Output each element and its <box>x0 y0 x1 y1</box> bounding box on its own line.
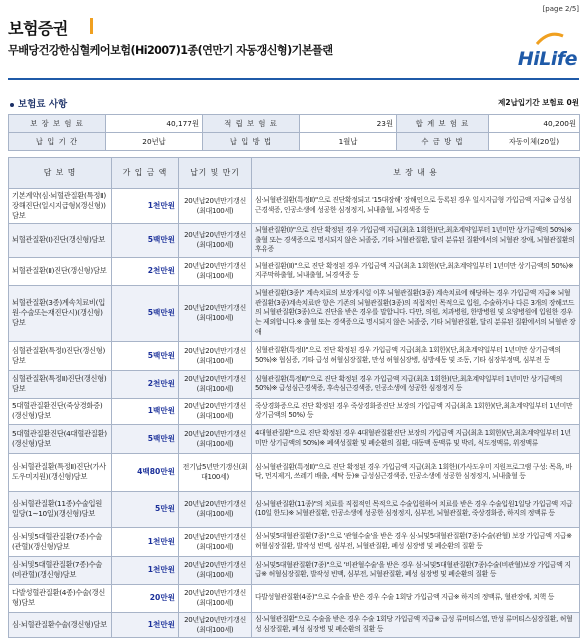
coverage-row <box>9 556 580 584</box>
coverage-description: 뇌혈관질환(3종)" 계속치료의 보장개시일 이후 뇌혈관질환(3종) 계속치료에 해당하는 경우 가입금액 지급※ 뇌혈관질환(3종)계속치료란 항은 기존의 뇌혈관질환(3종)의 직접적인 목적으로 입원, 수술하거나 다른 3개의 장해코드의 뇌혈관질환(3종)으로 진단을 받은 경우를 말합니다. 다만, 의원, 치과병원, 한방병원 및 요양병원에 입원한 경우는 제외합니다.※ 출혈 또는 경색증으로 명시되지 않은 뇌졸중, 기타 뇌혈관질환, 달리 분류된 질환에서의 뇌혈관 장애 <box>252 285 580 341</box>
coverage-row <box>9 257 580 285</box>
coverage-name: 뇌혈관질환(Ⅱ)진단(갱신형)담보 <box>9 257 112 285</box>
coverage-amount: 5만원 <box>112 491 179 527</box>
logo-text: HiLife <box>517 48 577 70</box>
coverage-header-row <box>9 158 580 189</box>
summary-row <box>9 133 580 151</box>
coverage-row <box>9 584 580 612</box>
coverage-name: 기본계약(심·뇌혈관질환(특정Ⅱ)장해진단(일시지급형)(갱신형))담보 <box>9 189 112 224</box>
coverage-row <box>9 527 580 556</box>
summary-value: 40,177원 <box>106 115 203 133</box>
summary-value: 20년납 <box>106 133 203 151</box>
column-header-period: 납기 및 만기 <box>179 158 252 189</box>
coverage-description: 심혈관질환(특정Ⅱ)"으로 진단 확정된 경우 가입금액 지급(최초 1회한)(단,최초계약일부터 1년미만 상기금액의 50%)※ 급성심근경색증, 후속심근경색증, 인공소생에 성공한 심정정지 등 <box>252 370 580 398</box>
page-number: [page 2/5] <box>542 5 579 13</box>
summary-label: 납 입 기 간 <box>9 133 106 151</box>
coverage-amount: 1백만원 <box>112 398 179 424</box>
hilife-logo <box>501 32 577 72</box>
coverage-amount: 5백만원 <box>112 424 179 453</box>
coverage-description: 심·뇌혈관질환(특정Ⅱ)"으로 진단확정되고 '15대장해' 장해인으로 등록된 경우 일시지급형 가입금액 지급※ 급성심근경색증, 인공소생에 성공한 심정정지, 뇌내출혈, 뇌경색증 등 <box>252 189 580 224</box>
logo-swoosh-icon <box>535 32 565 46</box>
coverage-amount: 1천만원 <box>112 612 179 637</box>
product-name: 무배당건강한심혈케어보험(Hi2007)1종(연만기 자동갱신형)기본플랜 <box>8 44 333 57</box>
coverage-row <box>9 424 580 453</box>
coverage-period: 20년납20년만기갱신(최대100세) <box>179 341 252 370</box>
column-header-description: 보 장 내 용 <box>252 158 580 189</box>
coverage-amount: 20만원 <box>112 584 179 612</box>
coverage-amount: 1천만원 <box>112 189 179 224</box>
coverage-amount: 2천만원 <box>112 257 179 285</box>
coverage-name: 뇌혈관질환(Ⅰ)진단(갱신형)담보 <box>9 224 112 258</box>
coverage-name: 심·뇌혈관질환수술(갱신형)담보 <box>9 612 112 637</box>
coverage-period: 20년납20년만기갱신(최대100세) <box>179 527 252 556</box>
coverage-row <box>9 370 580 398</box>
coverage-name: 심혈관질환(특정Ⅱ)진단(갱신형)담보 <box>9 370 112 398</box>
summary-value: 23원 <box>300 115 397 133</box>
coverage-period: 20년납20년만기갱신(최대100세) <box>179 257 252 285</box>
coverage-description: 4대혈관질환"으로 진단 확정된 경우 4대혈관질환진단 보장의 가입금액 지급(최초 1회한)(단,최초계약일부터 1년미만 상기금액의 50%)※ 폐색성질환 및 폐순환의 질환, 대동맥 동맥류 및 박리, 식도정맥류, 위정맥류 <box>252 424 580 453</box>
summary-value: 자동이체(20일) <box>489 133 580 151</box>
column-header-amount: 가 입 금 액 <box>112 158 179 189</box>
coverage-row <box>9 189 580 224</box>
coverage-row <box>9 612 580 637</box>
coverage-period: 20년납20년만기갱신(최대100세) <box>179 556 252 584</box>
coverage-row <box>9 224 580 258</box>
summary-row <box>9 115 580 133</box>
summary-label: 납 입 방 법 <box>203 133 300 151</box>
coverage-table <box>8 157 580 638</box>
coverage-description: 죽상경화증으로 진단 확정된 경우 죽상경화증진단 보장의 가입금액 지급(최초 1회한)(단,최초계약일부터 1년미만 상기금액의 50%) 등 <box>252 398 580 424</box>
coverage-description: 심혈관질환(특정Ⅰ)"으로 진단 확정된 경우 가입금액 지급(최초 1회한)(단,최초계약일부터 1년미만 상기금액의 50%)※ 협심증, 기타 급성 허혈심장질환, 만성 허혈심장병, 심방세동 및 조동, 기타 심장부정맥, 심부전 등 <box>252 341 580 370</box>
header-rule <box>8 78 579 80</box>
summary-value: 1월납 <box>300 133 397 151</box>
coverage-amount: 5백만원 <box>112 224 179 258</box>
coverage-description: 뇌혈관질환(Ⅰ)"으로 진단 확정된 경우 가입금액 지급(최초 1회한)(단,최초계약일부터 1년미만 상기금액의 50%)※ 출혈 또는 경색증으로 명시되지 않은 뇌졸중, 기타 뇌혈관질환, 달리 분류된 질환에서의 뇌혈관 장애, 뇌혈관질환의 후유증 <box>252 224 580 258</box>
coverage-name: 심·뇌혈관질환(11종)수술입원일당(1~10일)(갱신형)담보 <box>9 491 112 527</box>
bullet-icon <box>10 103 14 107</box>
coverage-name: 뇌혈관질환(3종)계속치료비(입원·수술또는재진단시)(갱신형)담보 <box>9 285 112 341</box>
column-header-name: 담 보 명 <box>9 158 112 189</box>
summary-label: 보 장 보 험 료 <box>9 115 106 133</box>
coverage-rows <box>9 189 580 638</box>
coverage-amount: 2천만원 <box>112 370 179 398</box>
title-accent-bar <box>90 18 93 34</box>
coverage-row <box>9 398 580 424</box>
coverage-period: 20년납20년만기갱신(최대100세) <box>179 285 252 341</box>
coverage-row <box>9 491 580 527</box>
coverage-description: 심·뇌및5대혈관질환(7종)"으로 '관혈수술'을 받은 경우 심·뇌및5대혈관질환(7종)수술(관혈) 보장 가입금액 지급※ 허혈심장질환, 발작성 빈맥, 심부전, 뇌혈관질환, 폐성 심장병 및 폐순환의 질환 등 <box>252 527 580 556</box>
coverage-row <box>9 341 580 370</box>
coverage-description: 심·뇌혈관질환(11종)"의 치료를 직접적인 목적으로 수술입원하여 치료를 받은 경우 수술입원1일당 가입금액 지급(10일 한도)※ 뇌혈관질환, 인공소생에 성공한 심정정지, 심부전, 뇌혈관질환, 죽상경화증, 하지의 정맥류 등 <box>252 491 580 527</box>
coverage-name: 심혈관질환(특정Ⅰ)진단(갱신형)담보 <box>9 341 112 370</box>
coverage-name: 5대혈관질환진단(4대혈관질환)(갱신형)담보 <box>9 424 112 453</box>
section-heading <box>10 96 67 110</box>
coverage-period: 20년납20년만기갱신(최대100세) <box>179 189 252 224</box>
coverage-period: 20년납20년만기갱신(최대100세) <box>179 584 252 612</box>
coverage-amount: 1천만원 <box>112 527 179 556</box>
coverage-amount: 5백만원 <box>112 341 179 370</box>
coverage-description: 뇌혈관질환(Ⅱ)"으로 진단 확정된 경우 가입금액 지급(최초 1회한)(단,최초계약일부터 1년미만 상기금액의 50%)※ 지주막하출혈, 뇌내출혈, 뇌경색증 등 <box>252 257 580 285</box>
coverage-period: 20년납20년만기갱신(최대100세) <box>179 424 252 453</box>
coverage-name: 심·뇌및5대혈관질환(7종)수술(관혈)(갱신형)담보 <box>9 527 112 556</box>
coverage-description: 다발성혈관질환(4종)"으로 수술을 받은 경우 수술 1회당 가입금액 지급※ 하지의 정맥류, 혈관장애, 치핵 등 <box>252 584 580 612</box>
premium-summary-table <box>8 114 580 151</box>
summary-label: 합 계 보 험 료 <box>397 115 489 133</box>
coverage-amount: 4백80만원 <box>112 453 179 491</box>
document-title: 보험증권 <box>8 19 68 38</box>
coverage-period: 20년납20년만기갱신(최대100세) <box>179 370 252 398</box>
coverage-name: 심·뇌및5대혈관질환(7종)수술(비관혈)(갱신형)담보 <box>9 556 112 584</box>
summary-label: 적 립 보 험 료 <box>203 115 300 133</box>
summary-value: 40,200원 <box>489 115 580 133</box>
coverage-name: 5대혈관질환진단(죽상경화증)(갱신형)담보 <box>9 398 112 424</box>
coverage-amount: 1천만원 <box>112 556 179 584</box>
coverage-row <box>9 285 580 341</box>
coverage-amount: 5백만원 <box>112 285 179 341</box>
coverage-period: 20년납20년만기갱신(최대100세) <box>179 224 252 258</box>
coverage-row <box>9 453 580 491</box>
coverage-name: 심·뇌혈관질환(특정Ⅱ)진단(가사도우미지원)(갱신형)담보 <box>9 453 112 491</box>
summary-label: 수 금 방 법 <box>397 133 489 151</box>
coverage-period: 20년납20년만기갱신(최대100세) <box>179 398 252 424</box>
coverage-period: 20년납20년만기갱신(최대100세) <box>179 612 252 637</box>
coverage-period: 전기납5년만기갱신(최대100세) <box>179 453 252 491</box>
coverage-description: 심·뇌혈관질환(특정Ⅱ)"으로 진단 확정된 경우 가입금액 지급(최초 1회한)(가사도우미 지원프로그램 구성: 목욕, 바닥, 먼지제거, 쓰레기 배출, 세탁 등)※ 급성심근경색증, 인공소생에 성공한 심정정지, 뇌내출혈 등 <box>252 453 580 491</box>
coverage-name: 다발성혈관질환(4종)수술(갱신형)담보 <box>9 584 112 612</box>
coverage-period: 20년납20년만기갱신(최대100세) <box>179 491 252 527</box>
section-note: 제2납입기간 보험료 0원 <box>498 98 579 107</box>
section-title: 보험료 사항 <box>18 99 68 110</box>
coverage-description: 심·뇌혈관질환"으로 수술을 받은 경우 수술 1회당 가입금액 지급※ 급성 류머티스열, 만성 류머티스심장질환, 허혈성 심장질환, 폐성 심장병 및 폐순환의 질환 등 <box>252 612 580 637</box>
coverage-description: 심·뇌및5대혈관질환(7종)"으로 '비관혈수술'을 받은 경우 심·뇌및5대혈관질환(7종)수술(비관혈)보장 가입금액 지급※ 허혈심장질환, 발작성 빈맥, 심부전, 뇌혈관질환, 폐성 심장병 및 폐순환의 질환 등 <box>252 556 580 584</box>
